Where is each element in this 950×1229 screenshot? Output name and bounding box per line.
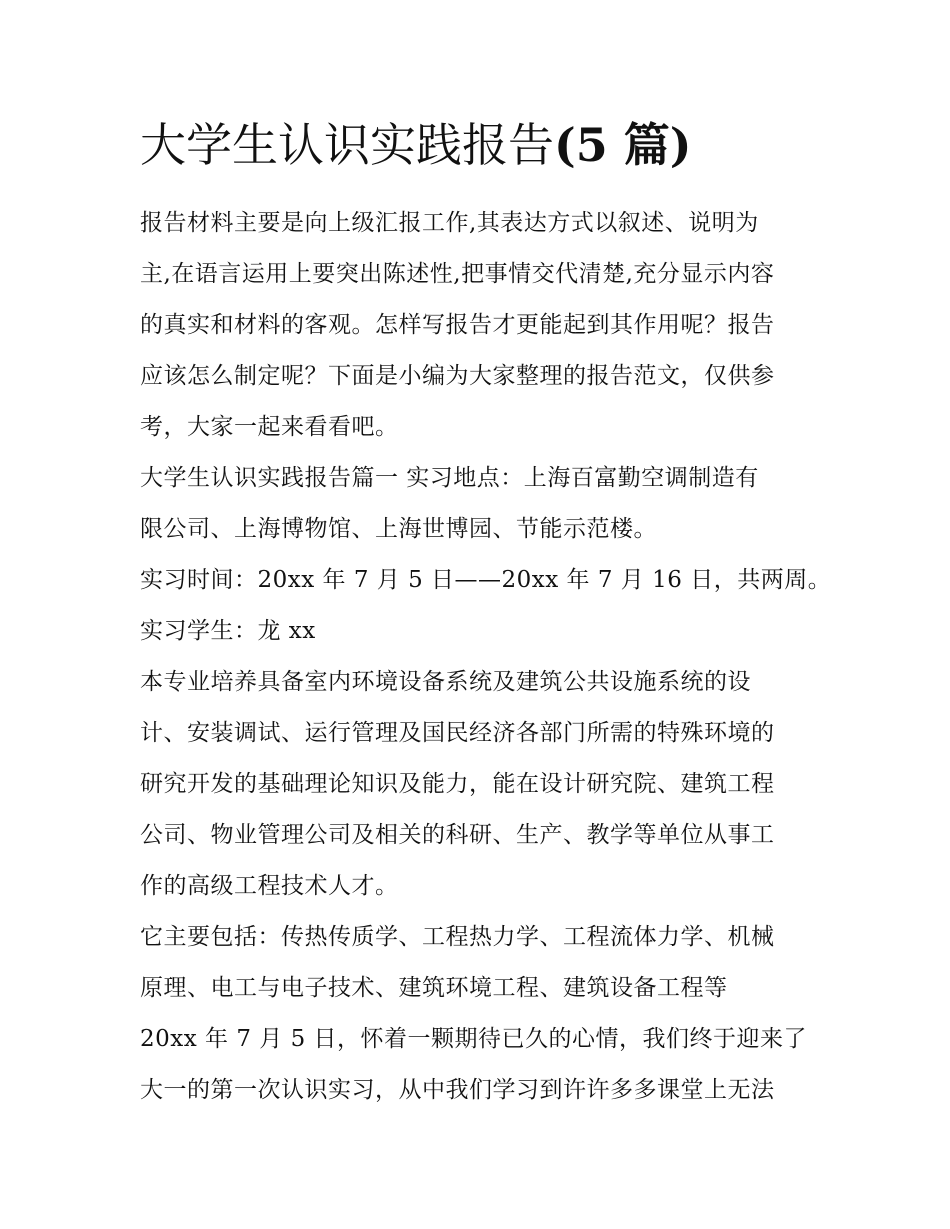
text-line: 实习学生：龙 xx xyxy=(140,618,316,644)
document-body xyxy=(140,198,832,1116)
text-line: 公司、物业管理公司及相关的科研、生产、教学等单位从事工 xyxy=(140,822,775,848)
text-line: 它主要包括：传热传质学、工程热力学、工程流体力学、机械 xyxy=(140,924,775,950)
page-title xyxy=(140,114,840,176)
text-line: 报告材料主要是向上级汇报工作,其表达方式以叙述、说明为 xyxy=(140,210,759,236)
text-line: 实习时间：20xx 年 7 月 5 日——20xx 年 7 月 16 日，共两周。 xyxy=(140,567,832,593)
text-line: 应该怎么制定呢？下面是小编为大家整理的报告范文，仅供参 xyxy=(140,363,775,389)
text-line: 原理、电工与电子技术、建筑环境工程、建筑设备工程等 xyxy=(140,975,728,1001)
text-line: 20xx 年 7 月 5 日，怀着一颗期待已久的心情，我们终于迎来了 xyxy=(140,1026,808,1052)
text-line: 大学生认识实践报告篇一 实习地点：上海百富勤空调制造有 xyxy=(140,465,759,491)
text-line: 作的高级工程技术人才。 xyxy=(140,873,399,899)
text-line: 考，大家一起来看看吧。 xyxy=(140,414,399,440)
text-line: 大一的第一次认识实习，从中我们学习到许许多多课堂上无法 xyxy=(140,1077,775,1103)
text-line: 本专业培养具备室内环境设备系统及建筑公共设施系统的设 xyxy=(140,669,751,695)
text-line: 限公司、上海博物馆、上海世博园、节能示范楼。 xyxy=(140,516,657,542)
title-main: 大学生认识实践报告 xyxy=(140,118,554,172)
text-line: 主,在语言运用上要突出陈述性,把事情交代清楚,充分显示内容 xyxy=(140,261,775,287)
text-line: 计、安装调试、运行管理及国民经济各部门所需的特殊环境的 xyxy=(140,720,775,746)
text-line: 的真实和材料的客观。怎样写报告才更能起到其作用呢？报告 xyxy=(140,312,775,338)
title-paren: (5 篇) xyxy=(554,118,692,172)
text-line: 研究开发的基础理论知识及能力，能在设计研究院、建筑工程 xyxy=(140,771,775,797)
